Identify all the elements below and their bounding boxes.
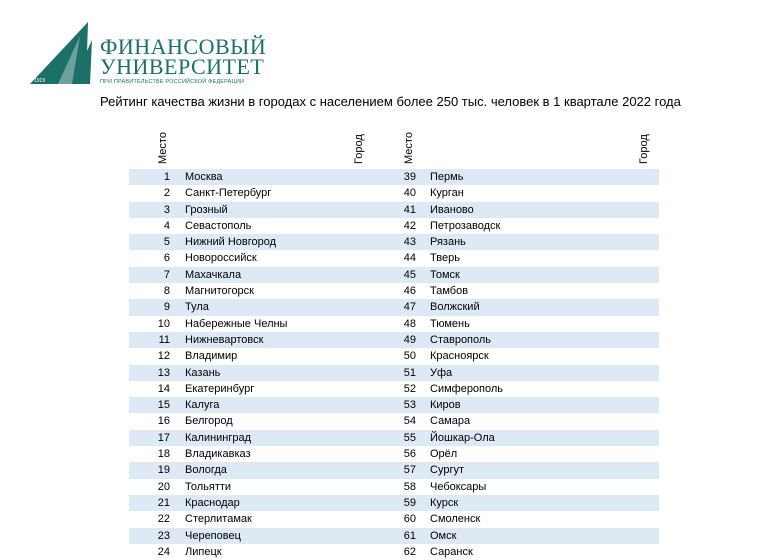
place-cell: 40 <box>403 187 416 200</box>
city-cell: Омск <box>430 529 457 542</box>
place-cell: 11 <box>158 333 170 346</box>
place-cell: 42 <box>403 219 416 232</box>
table-row <box>129 413 659 429</box>
place-cell: 41 <box>403 203 416 216</box>
place-cell: 48 <box>403 317 416 330</box>
table-row <box>129 299 659 315</box>
table-row <box>129 218 659 234</box>
city-cell: Белгород <box>185 415 233 428</box>
city-cell: Чебоксары <box>430 480 487 493</box>
table-row <box>129 430 659 446</box>
table-row <box>129 397 659 413</box>
place-cell: 12 <box>157 350 170 363</box>
table-row <box>129 348 659 364</box>
place-cell: 54 <box>403 415 416 428</box>
city-cell: Нижневартовск <box>185 333 264 346</box>
place-cell: 55 <box>403 431 416 444</box>
table-row <box>129 528 659 544</box>
place-cell: 10 <box>157 317 170 330</box>
city-cell: Магнитогорск <box>185 285 254 298</box>
city-cell: Тверь <box>430 252 460 265</box>
city-cell: Калуга <box>185 399 220 412</box>
city-cell: Саранск <box>430 545 473 558</box>
place-cell: 13 <box>157 366 170 379</box>
place-cell: 50 <box>403 350 416 363</box>
place-cell: 44 <box>403 252 416 265</box>
city-cell: Санкт-Петербург <box>185 187 272 200</box>
city-cell: Нижний Новгород <box>185 236 277 249</box>
table-row <box>129 185 659 201</box>
city-cell: Уфа <box>430 366 453 379</box>
place-cell: 43 <box>403 236 416 249</box>
table-row <box>129 283 659 299</box>
city-cell: Москва <box>185 171 223 183</box>
city-cell: Красноярск <box>430 350 489 363</box>
place-cell: 23 <box>157 529 170 542</box>
table-row <box>129 479 659 495</box>
table-row <box>129 250 659 266</box>
logo-text-line1: ФИНАНСОВЫЙ <box>100 34 267 59</box>
place-cell: 7 <box>163 268 170 281</box>
place-cell: 2 <box>163 187 170 200</box>
city-cell: Курск <box>430 496 459 509</box>
city-cell: Пермь <box>430 171 464 183</box>
table-row <box>129 511 659 527</box>
city-cell: Самара <box>430 415 471 428</box>
place-cell: 17 <box>157 431 170 444</box>
city-cell: Киров <box>430 399 461 412</box>
place-cell: 60 <box>403 513 416 526</box>
place-cell: 4 <box>163 219 170 232</box>
header-city-1: Город <box>353 134 365 164</box>
city-cell: Казань <box>185 366 221 379</box>
header-place-1: Место <box>157 132 169 164</box>
table-row <box>129 169 659 185</box>
table-row <box>129 267 659 283</box>
city-cell: Тольятти <box>185 480 232 493</box>
place-cell: 22 <box>157 513 170 526</box>
place-cell: 16 <box>157 415 170 428</box>
city-cell: Рязань <box>430 236 466 249</box>
table-row <box>129 495 659 511</box>
place-cell: 59 <box>403 496 416 509</box>
logo-emblem-icon <box>28 18 100 90</box>
city-cell: Иваново <box>430 203 474 216</box>
city-cell: Томск <box>430 268 460 281</box>
page-title: Рейтинг качества жизни в городах с населением более 250 тыс. человек в 1 квартале 2022 года <box>100 94 681 109</box>
place-cell: 14 <box>157 382 170 395</box>
place-cell: 8 <box>163 285 170 298</box>
city-cell: Череповец <box>185 529 241 542</box>
table-row <box>129 234 659 250</box>
city-cell: Тамбов <box>430 285 469 298</box>
city-cell: Махачкала <box>185 268 242 281</box>
city-cell: Владикавказ <box>185 448 251 461</box>
place-cell: 46 <box>403 285 416 298</box>
place-cell: 24 <box>157 545 170 558</box>
place-cell: 15 <box>157 399 170 412</box>
table-row <box>129 365 659 381</box>
city-cell: Симферополь <box>430 382 504 395</box>
place-cell: 52 <box>403 382 416 395</box>
place-cell: 62 <box>403 545 416 558</box>
table-row <box>129 381 659 397</box>
city-cell: Орёл <box>430 448 458 461</box>
city-cell: Стерлитамак <box>185 513 252 526</box>
logo-text-line2: УНИВЕРСИТЕТ <box>100 54 265 79</box>
city-cell: Петрозаводск <box>430 219 501 232</box>
place-cell: 58 <box>403 480 416 493</box>
place-cell: 5 <box>163 236 170 249</box>
place-cell: 21 <box>157 496 170 509</box>
city-cell: Йошкар-Ола <box>430 431 495 444</box>
city-cell: Новороссийск <box>185 252 257 265</box>
place-cell: 6 <box>163 252 170 265</box>
place-cell: 18 <box>157 448 170 461</box>
header-place-2: Место <box>403 132 415 164</box>
logo-year: 1919 <box>34 78 46 84</box>
place-cell: 20 <box>157 480 170 493</box>
city-cell: Волжский <box>430 301 480 314</box>
city-cell: Тула <box>185 301 209 314</box>
place-cell: 51 <box>403 366 416 379</box>
city-cell: Смоленск <box>430 513 481 526</box>
table-row <box>129 202 659 218</box>
place-cell: 45 <box>403 268 416 281</box>
city-cell: Липецк <box>185 545 222 558</box>
table-row <box>129 332 659 348</box>
place-cell: 53 <box>403 399 416 412</box>
place-cell: 1 <box>163 171 170 183</box>
place-cell: 57 <box>403 464 416 477</box>
city-cell: Набережные Челны <box>185 317 288 330</box>
place-cell: 47 <box>403 301 416 314</box>
rating-table <box>129 169 659 560</box>
place-cell: 49 <box>403 333 416 346</box>
city-cell: Екатеринбург <box>185 382 255 395</box>
city-cell: Грозный <box>185 203 228 216</box>
place-cell: 9 <box>163 301 170 314</box>
place-cell: 56 <box>403 448 416 461</box>
header-city-2: Город <box>638 134 650 164</box>
place-cell: 39 <box>403 171 416 183</box>
place-cell: 3 <box>163 203 170 216</box>
table-row <box>129 462 659 478</box>
city-cell: Владимир <box>185 350 238 363</box>
table-row <box>129 446 659 462</box>
city-cell: Севастополь <box>185 219 252 232</box>
place-cell: 19 <box>157 464 170 477</box>
place-cell: 61 <box>403 529 416 542</box>
city-cell: Краснодар <box>185 496 240 509</box>
university-logo <box>28 18 267 90</box>
city-cell: Ставрополь <box>430 333 492 346</box>
city-cell: Вологда <box>185 464 227 477</box>
city-cell: Курган <box>430 187 464 200</box>
logo-subtitle: ПРИ ПРАВИТЕЛЬСТВЕ РОССИЙСКОЙ ФЕДЕРАЦИИ <box>100 79 245 85</box>
city-cell: Сургут <box>430 464 464 477</box>
city-cell: Калининград <box>185 431 252 444</box>
city-cell: Тюмень <box>430 317 470 330</box>
table-row <box>129 316 659 332</box>
